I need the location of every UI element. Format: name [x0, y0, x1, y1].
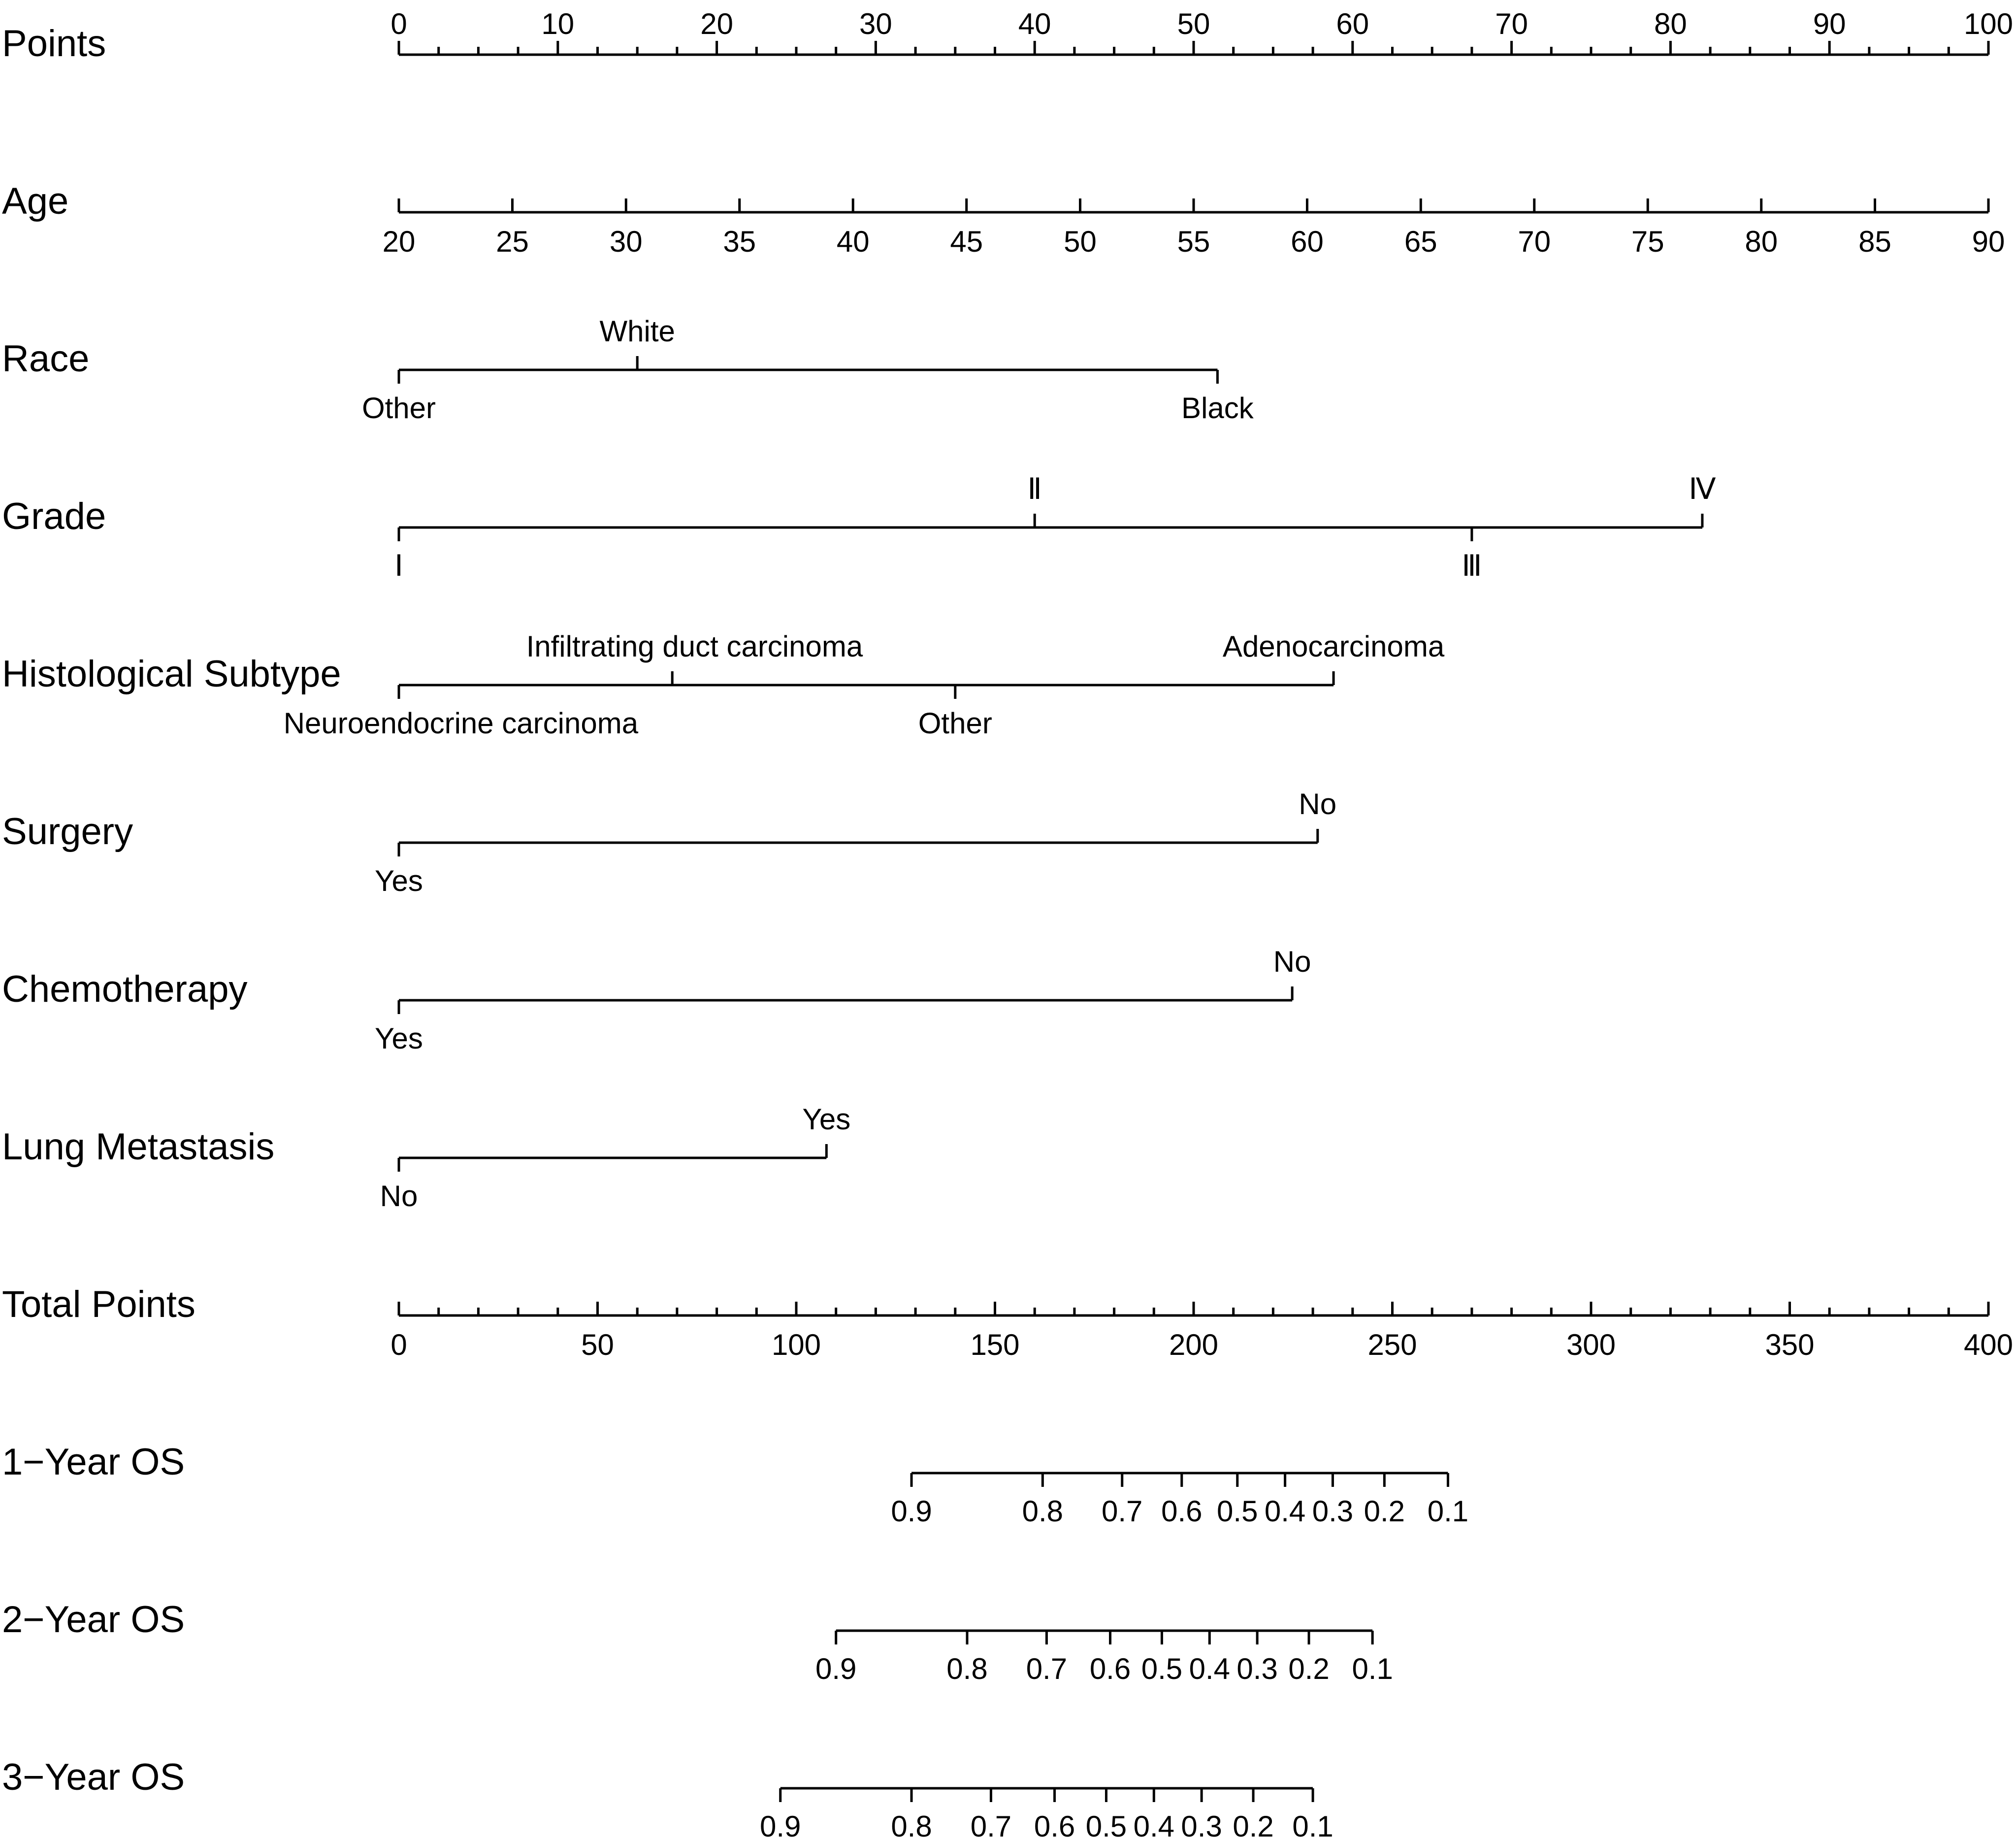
level-label: Ⅱ [1027, 473, 1042, 505]
level-label: No [1273, 945, 1311, 978]
row-label: 3−Year OS [2, 1756, 185, 1798]
prob-label: 0.2 [1233, 1810, 1274, 1839]
tick-label: 10 [541, 7, 575, 40]
prob-label: 0.5 [1085, 1810, 1127, 1839]
prob-label: 0.8 [1022, 1495, 1064, 1528]
prob-label: 0.6 [1034, 1810, 1075, 1839]
tick-label: 200 [1169, 1328, 1219, 1361]
prob-label: 0.6 [1089, 1652, 1131, 1685]
prob-label: 0.4 [1264, 1495, 1306, 1528]
prob-label: 0.9 [760, 1810, 801, 1839]
tick-label: 80 [1745, 225, 1778, 258]
tick-label: 70 [1495, 7, 1528, 40]
row-label: Points [2, 23, 106, 65]
level-label: Yes [375, 1022, 423, 1055]
row-label: 2−Year OS [2, 1599, 185, 1641]
tick-label: 25 [496, 225, 529, 258]
tick-label: 70 [1518, 225, 1551, 258]
level-label: Other [361, 392, 436, 425]
level-label: Neuroendocrine carcinoma [283, 707, 639, 740]
level-label: Ⅰ [394, 550, 403, 582]
prob-label: 0.4 [1189, 1652, 1230, 1685]
tick-label: 40 [1018, 7, 1051, 40]
tick-label: 45 [950, 225, 983, 258]
tick-label: 85 [1858, 225, 1891, 258]
tick-label: 20 [700, 7, 733, 40]
prob-label: 0.5 [1141, 1652, 1183, 1685]
prob-label: 0.3 [1312, 1495, 1354, 1528]
tick-label: 50 [1177, 7, 1210, 40]
prob-label: 0.4 [1133, 1810, 1175, 1839]
tick-label: 30 [859, 7, 892, 40]
tick-label: 150 [970, 1328, 1020, 1361]
prob-label: 0.7 [970, 1810, 1012, 1839]
tick-label: 50 [1064, 225, 1097, 258]
prob-label: 0.9 [815, 1652, 857, 1685]
prob-label: 0.3 [1181, 1810, 1222, 1839]
prob-label: 0.7 [1102, 1495, 1143, 1528]
tick-label: 400 [1963, 1328, 2014, 1361]
level-label: White [599, 315, 675, 348]
level-label: Black [1181, 392, 1254, 425]
prob-label: 0.6 [1161, 1495, 1203, 1528]
row-label: Surgery [2, 811, 133, 853]
tick-label: 90 [1972, 225, 2005, 258]
tick-label: 60 [1336, 7, 1369, 40]
tick-label: 60 [1291, 225, 1324, 258]
tick-label: 0 [390, 1328, 407, 1361]
prob-label: 0.9 [891, 1495, 932, 1528]
level-label: Ⅳ [1689, 473, 1716, 505]
tick-label: 20 [382, 225, 416, 258]
level-label: Yes [375, 864, 423, 897]
tick-label: 100 [1963, 7, 2014, 40]
prob-label: 0.8 [891, 1810, 932, 1839]
prob-label: 0.1 [1292, 1810, 1333, 1839]
tick-label: 50 [581, 1328, 614, 1361]
tick-label: 30 [609, 225, 643, 258]
tick-label: 350 [1765, 1328, 1815, 1361]
prob-label: 0.8 [946, 1652, 988, 1685]
row-label: Chemotherapy [2, 968, 248, 1010]
prob-label: 0.2 [1364, 1495, 1405, 1528]
row-label: Race [2, 338, 90, 380]
prob-label: 0.3 [1236, 1652, 1278, 1685]
level-label: Infiltrating duct carcinoma [526, 630, 863, 663]
row-label: Histological Subtype [2, 653, 341, 695]
level-label: Other [918, 707, 992, 740]
tick-label: 0 [390, 7, 407, 40]
tick-label: 75 [1631, 225, 1664, 258]
tick-label: 80 [1654, 7, 1687, 40]
level-label: No [1299, 788, 1337, 821]
row-label: Total Points [2, 1283, 195, 1325]
level-label: Ⅲ [1462, 550, 1482, 582]
prob-label: 0.2 [1288, 1652, 1330, 1685]
tick-label: 90 [1813, 7, 1846, 40]
row-label: Grade [2, 495, 106, 537]
tick-label: 40 [836, 225, 870, 258]
prob-label: 0.1 [1427, 1495, 1469, 1528]
level-label: Yes [802, 1103, 851, 1136]
tick-label: 100 [771, 1328, 821, 1361]
row-label: Age [2, 180, 69, 222]
level-label: Adenocarcinoma [1222, 630, 1445, 663]
tick-label: 250 [1367, 1328, 1417, 1361]
level-label: No [380, 1180, 418, 1213]
tick-label: 35 [723, 225, 756, 258]
prob-label: 0.5 [1217, 1495, 1258, 1528]
tick-label: 300 [1566, 1328, 1616, 1361]
tick-label: 65 [1404, 225, 1437, 258]
row-label: Lung Metastasis [2, 1126, 275, 1168]
row-label: 1−Year OS [2, 1441, 185, 1483]
tick-label: 55 [1177, 225, 1210, 258]
prob-label: 0.7 [1026, 1652, 1068, 1685]
prob-label: 0.1 [1352, 1652, 1393, 1685]
